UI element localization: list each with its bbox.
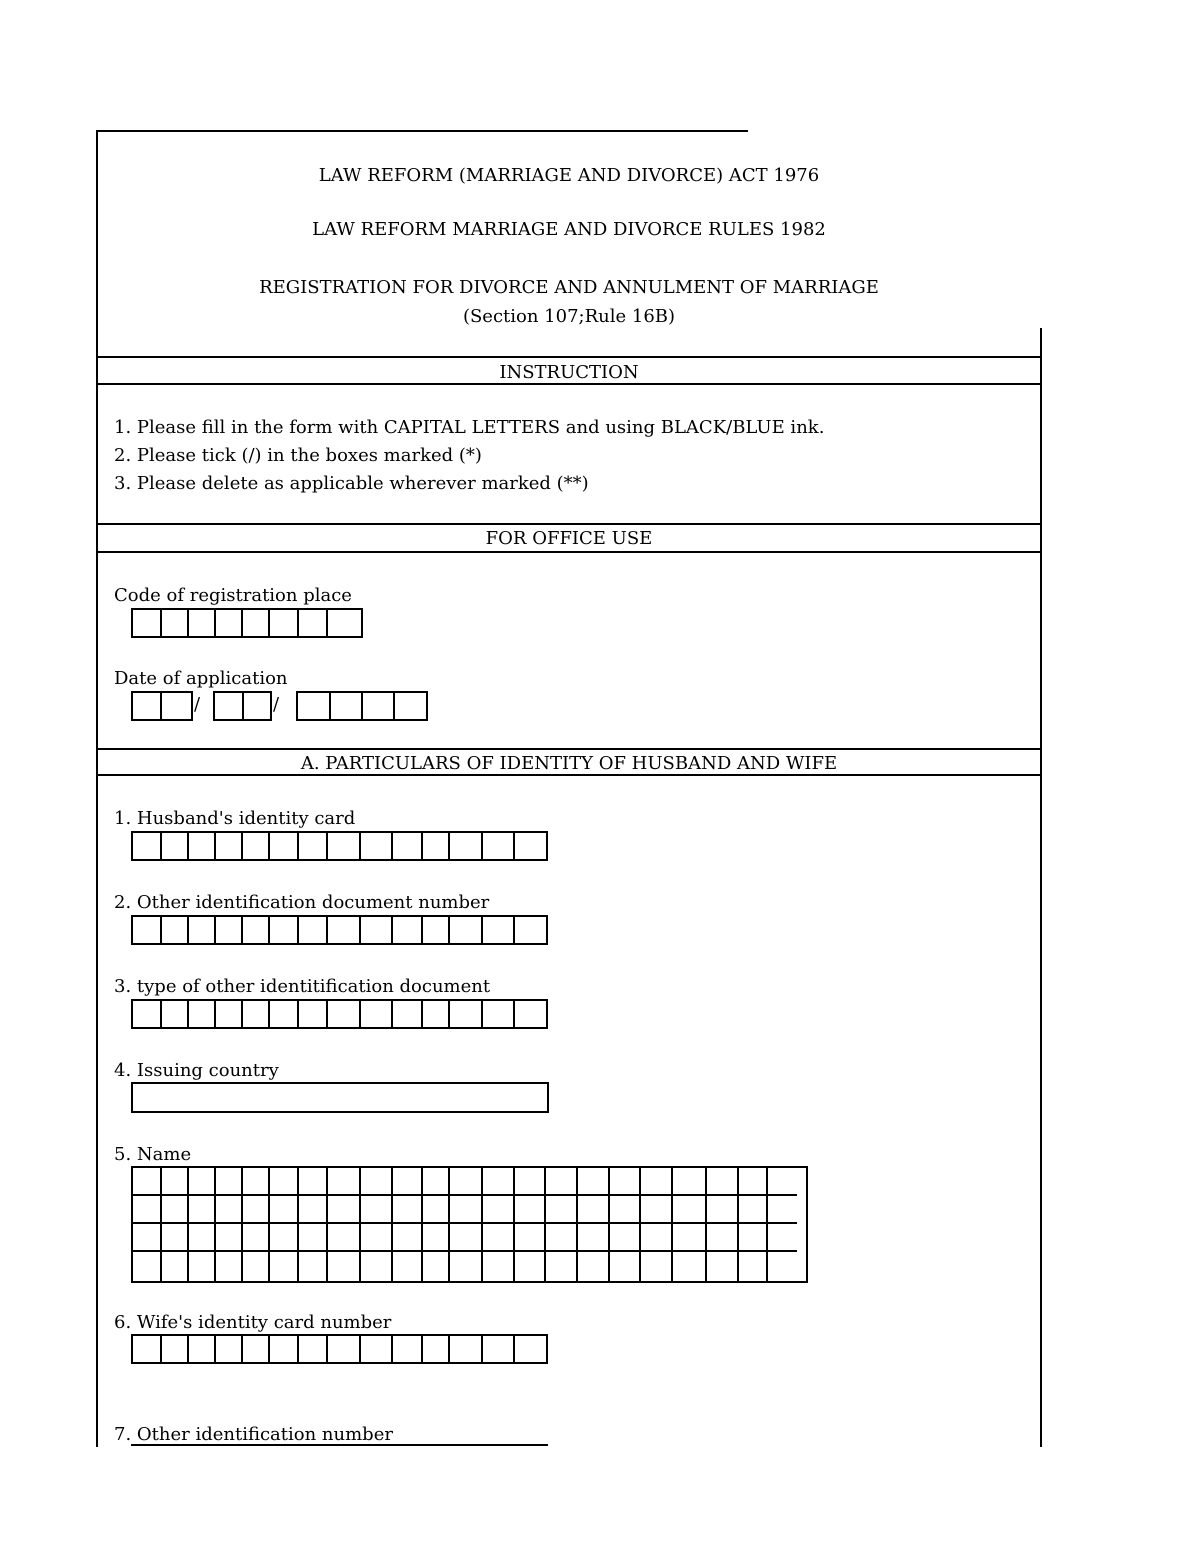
char-box[interactable] xyxy=(483,1196,515,1224)
rules-title: LAW REFORM MARRIAGE AND DIVORCE RULES 1982 xyxy=(312,219,826,240)
char-box[interactable] xyxy=(515,1252,546,1281)
char-box[interactable] xyxy=(483,1224,515,1252)
char-box[interactable] xyxy=(328,833,361,859)
char-box[interactable] xyxy=(361,917,393,943)
name-label: 5. Name xyxy=(114,1144,192,1165)
char-box[interactable] xyxy=(133,1168,162,1196)
char-box[interactable] xyxy=(216,1252,243,1281)
char-box[interactable] xyxy=(483,1001,515,1027)
char-box[interactable] xyxy=(328,1336,361,1362)
char-box[interactable] xyxy=(216,1001,243,1027)
char-box[interactable] xyxy=(328,1196,361,1224)
char-box[interactable] xyxy=(299,1001,328,1027)
char-box[interactable] xyxy=(189,1196,216,1224)
char-box[interactable] xyxy=(361,1196,393,1224)
char-box[interactable] xyxy=(162,1336,189,1362)
date-month-boxes[interactable] xyxy=(213,691,272,721)
char-box[interactable] xyxy=(361,1168,393,1196)
char-box[interactable] xyxy=(133,610,162,636)
issuing-country-label: 4. Issuing country xyxy=(114,1060,279,1081)
section-a-bottom-rule xyxy=(96,774,1042,776)
date-separator: / xyxy=(273,694,280,715)
char-box[interactable] xyxy=(189,1168,216,1196)
char-box[interactable] xyxy=(133,693,162,719)
wife-ic-label: 6. Wife's identity card number xyxy=(114,1312,392,1333)
char-box[interactable] xyxy=(133,1252,162,1281)
issuing-country-input[interactable] xyxy=(131,1082,549,1113)
char-box[interactable] xyxy=(189,1224,216,1252)
char-box[interactable] xyxy=(162,1224,189,1252)
char-box[interactable] xyxy=(393,833,423,859)
char-box[interactable] xyxy=(450,917,483,943)
char-box[interactable] xyxy=(216,917,243,943)
char-box[interactable] xyxy=(707,1168,739,1196)
char-box[interactable] xyxy=(393,1168,423,1196)
char-box[interactable] xyxy=(361,1336,393,1362)
char-box[interactable] xyxy=(641,1252,673,1281)
section-reference: (Section 107;Rule 16B) xyxy=(462,306,676,327)
instruction-bottom-rule xyxy=(96,383,1042,385)
char-box[interactable] xyxy=(216,610,243,636)
char-box[interactable] xyxy=(483,833,515,859)
instruction-item: 2. Please tick (/) in the boxes marked (*) xyxy=(114,445,482,466)
husband-ic-boxes[interactable] xyxy=(131,831,548,861)
char-box[interactable] xyxy=(328,1168,361,1196)
act-title: LAW REFORM (MARRIAGE AND DIVORCE) ACT 1976 xyxy=(318,165,820,186)
char-box[interactable] xyxy=(189,1001,216,1027)
char-box[interactable] xyxy=(641,1196,673,1224)
char-box[interactable] xyxy=(515,1336,546,1362)
char-box[interactable] xyxy=(216,833,243,859)
char-box[interactable] xyxy=(768,1252,797,1281)
husband-ic-label: 1. Husband's identity card xyxy=(114,808,356,829)
char-box[interactable] xyxy=(450,1168,483,1196)
char-box[interactable] xyxy=(328,917,361,943)
char-box[interactable] xyxy=(328,1224,361,1252)
code-label: Code of registration place xyxy=(114,585,352,606)
char-box[interactable] xyxy=(299,1224,328,1252)
char-box[interactable] xyxy=(270,1196,299,1224)
char-box[interactable] xyxy=(483,1336,515,1362)
char-box[interactable] xyxy=(578,1168,610,1196)
date-year-boxes[interactable] xyxy=(296,691,428,721)
char-box[interactable] xyxy=(243,1001,270,1027)
char-box[interactable] xyxy=(641,1168,673,1196)
char-box[interactable] xyxy=(610,1168,641,1196)
char-box[interactable] xyxy=(243,610,270,636)
char-box[interactable] xyxy=(578,1196,610,1224)
char-box[interactable] xyxy=(328,610,361,636)
char-box[interactable] xyxy=(299,1196,328,1224)
char-box[interactable] xyxy=(162,693,191,719)
char-box[interactable] xyxy=(270,1168,299,1196)
char-box[interactable] xyxy=(243,1252,270,1281)
char-box[interactable] xyxy=(243,1336,270,1362)
char-box[interactable] xyxy=(768,1196,797,1224)
char-box[interactable] xyxy=(707,1224,739,1252)
char-box[interactable] xyxy=(216,1168,243,1196)
char-box[interactable] xyxy=(483,1168,515,1196)
other-doc-number-boxes[interactable] xyxy=(131,915,548,945)
char-box[interactable] xyxy=(395,693,426,719)
char-box[interactable] xyxy=(450,1336,483,1362)
char-box[interactable] xyxy=(546,1168,578,1196)
char-box[interactable] xyxy=(361,1001,393,1027)
char-box[interactable] xyxy=(423,1001,450,1027)
char-box[interactable] xyxy=(673,1196,707,1224)
char-box[interactable] xyxy=(515,917,546,943)
char-box[interactable] xyxy=(515,1196,546,1224)
instruction-top-rule xyxy=(96,356,1042,358)
char-box[interactable] xyxy=(299,833,328,859)
char-box[interactable] xyxy=(707,1196,739,1224)
char-box[interactable] xyxy=(243,917,270,943)
other-doc-number-label: 2. Other identification document number xyxy=(114,892,490,913)
char-box[interactable] xyxy=(393,1336,423,1362)
char-box[interactable] xyxy=(162,1196,189,1224)
char-box[interactable] xyxy=(578,1252,610,1281)
char-box[interactable] xyxy=(515,1224,546,1252)
char-box[interactable] xyxy=(610,1224,641,1252)
char-box[interactable] xyxy=(243,1168,270,1196)
name-grid[interactable] xyxy=(131,1166,808,1283)
wife-ic-boxes[interactable] xyxy=(131,1334,548,1364)
char-box[interactable] xyxy=(189,833,216,859)
char-box[interactable] xyxy=(739,1252,768,1281)
other-doc-type-boxes[interactable] xyxy=(131,999,548,1029)
char-box[interactable] xyxy=(423,833,450,859)
char-box[interactable] xyxy=(162,1168,189,1196)
char-box[interactable] xyxy=(423,917,450,943)
char-box[interactable] xyxy=(270,1336,299,1362)
char-box[interactable] xyxy=(768,1224,797,1252)
char-box[interactable] xyxy=(162,833,189,859)
char-box[interactable] xyxy=(328,1252,361,1281)
char-box[interactable] xyxy=(483,1252,515,1281)
office-bottom-rule xyxy=(96,551,1042,553)
other-id-number-line[interactable] xyxy=(131,1444,548,1446)
instruction-heading: INSTRUCTION xyxy=(499,362,639,383)
form-title: REGISTRATION FOR DIVORCE AND ANNULMENT OF MARRIAGE xyxy=(259,277,879,298)
char-box[interactable] xyxy=(423,1196,450,1224)
char-box[interactable] xyxy=(393,1001,423,1027)
char-box[interactable] xyxy=(423,1252,450,1281)
char-box[interactable] xyxy=(299,1252,328,1281)
char-box[interactable] xyxy=(450,833,483,859)
char-box[interactable] xyxy=(450,1196,483,1224)
char-box[interactable] xyxy=(162,1001,189,1027)
char-box[interactable] xyxy=(216,1224,243,1252)
char-box[interactable] xyxy=(361,1252,393,1281)
char-box[interactable] xyxy=(707,1252,739,1281)
char-box[interactable] xyxy=(361,833,393,859)
char-box[interactable] xyxy=(189,1252,216,1281)
char-box[interactable] xyxy=(243,833,270,859)
char-box[interactable] xyxy=(739,1196,768,1224)
top-border xyxy=(96,130,748,132)
date-day-boxes[interactable] xyxy=(131,691,193,721)
char-box[interactable] xyxy=(299,1168,328,1196)
char-box[interactable] xyxy=(423,1168,450,1196)
char-box[interactable] xyxy=(270,833,299,859)
instruction-item: 3. Please delete as applicable wherever marked (**) xyxy=(114,473,589,494)
char-box[interactable] xyxy=(162,610,189,636)
char-box[interactable] xyxy=(361,1224,393,1252)
char-box[interactable] xyxy=(328,1001,361,1027)
section-a-heading: A. PARTICULARS OF IDENTITY OF HUSBAND AND WIFE xyxy=(300,753,838,774)
char-box[interactable] xyxy=(546,1224,578,1252)
char-box[interactable] xyxy=(270,1224,299,1252)
other-id-number-label: 7. Other identification number xyxy=(114,1424,393,1445)
char-box[interactable] xyxy=(673,1252,707,1281)
char-box[interactable] xyxy=(393,1224,423,1252)
char-box[interactable] xyxy=(133,1224,162,1252)
char-box[interactable] xyxy=(610,1252,641,1281)
right-border xyxy=(1040,328,1042,1447)
char-box[interactable] xyxy=(450,1001,483,1027)
char-box[interactable] xyxy=(216,1196,243,1224)
char-box[interactable] xyxy=(331,693,363,719)
char-box[interactable] xyxy=(189,610,216,636)
office-top-rule xyxy=(96,523,1042,525)
other-doc-type-label: 3. type of other identitification document xyxy=(114,976,491,997)
char-box[interactable] xyxy=(641,1224,673,1252)
char-box[interactable] xyxy=(393,1252,423,1281)
char-box[interactable] xyxy=(189,1336,216,1362)
char-box[interactable] xyxy=(546,1196,578,1224)
char-box[interactable] xyxy=(610,1196,641,1224)
char-box[interactable] xyxy=(673,1168,707,1196)
char-box[interactable] xyxy=(298,693,331,719)
code-input-boxes[interactable] xyxy=(131,608,363,638)
char-box[interactable] xyxy=(768,1168,797,1196)
char-box[interactable] xyxy=(450,1252,483,1281)
char-box[interactable] xyxy=(162,1252,189,1281)
char-box[interactable] xyxy=(363,693,395,719)
char-box[interactable] xyxy=(673,1224,707,1252)
date-label: Date of application xyxy=(114,668,288,689)
char-box[interactable] xyxy=(270,1001,299,1027)
char-box[interactable] xyxy=(578,1224,610,1252)
char-box[interactable] xyxy=(133,1336,162,1362)
char-box[interactable] xyxy=(133,1196,162,1224)
char-box[interactable] xyxy=(483,917,515,943)
char-box[interactable] xyxy=(162,917,189,943)
char-box[interactable] xyxy=(270,917,299,943)
section-a-top-rule xyxy=(96,748,1042,750)
char-box[interactable] xyxy=(299,610,328,636)
char-box[interactable] xyxy=(393,917,423,943)
char-box[interactable] xyxy=(299,1336,328,1362)
char-box[interactable] xyxy=(423,1336,450,1362)
char-box[interactable] xyxy=(546,1252,578,1281)
char-box[interactable] xyxy=(133,917,162,943)
char-box[interactable] xyxy=(270,1252,299,1281)
char-box[interactable] xyxy=(393,1196,423,1224)
char-box[interactable] xyxy=(423,1224,450,1252)
char-box[interactable] xyxy=(515,833,546,859)
char-box[interactable] xyxy=(244,693,270,719)
char-box[interactable] xyxy=(216,1336,243,1362)
char-box[interactable] xyxy=(243,1224,270,1252)
office-use-heading: FOR OFFICE USE xyxy=(485,528,653,549)
char-box[interactable] xyxy=(515,1168,546,1196)
date-separator: / xyxy=(194,694,201,715)
char-box[interactable] xyxy=(739,1224,768,1252)
char-box[interactable] xyxy=(299,917,328,943)
char-box[interactable] xyxy=(243,1196,270,1224)
left-border xyxy=(96,131,98,1447)
char-box[interactable] xyxy=(215,693,244,719)
char-box[interactable] xyxy=(133,833,162,859)
char-box[interactable] xyxy=(450,1224,483,1252)
char-box[interactable] xyxy=(515,1001,546,1027)
char-box[interactable] xyxy=(270,610,299,636)
instruction-item: 1. Please fill in the form with CAPITAL LETTERS and using BLACK/BLUE ink. xyxy=(114,417,825,438)
char-box[interactable] xyxy=(189,917,216,943)
char-box[interactable] xyxy=(133,1001,162,1027)
char-box[interactable] xyxy=(739,1168,768,1196)
